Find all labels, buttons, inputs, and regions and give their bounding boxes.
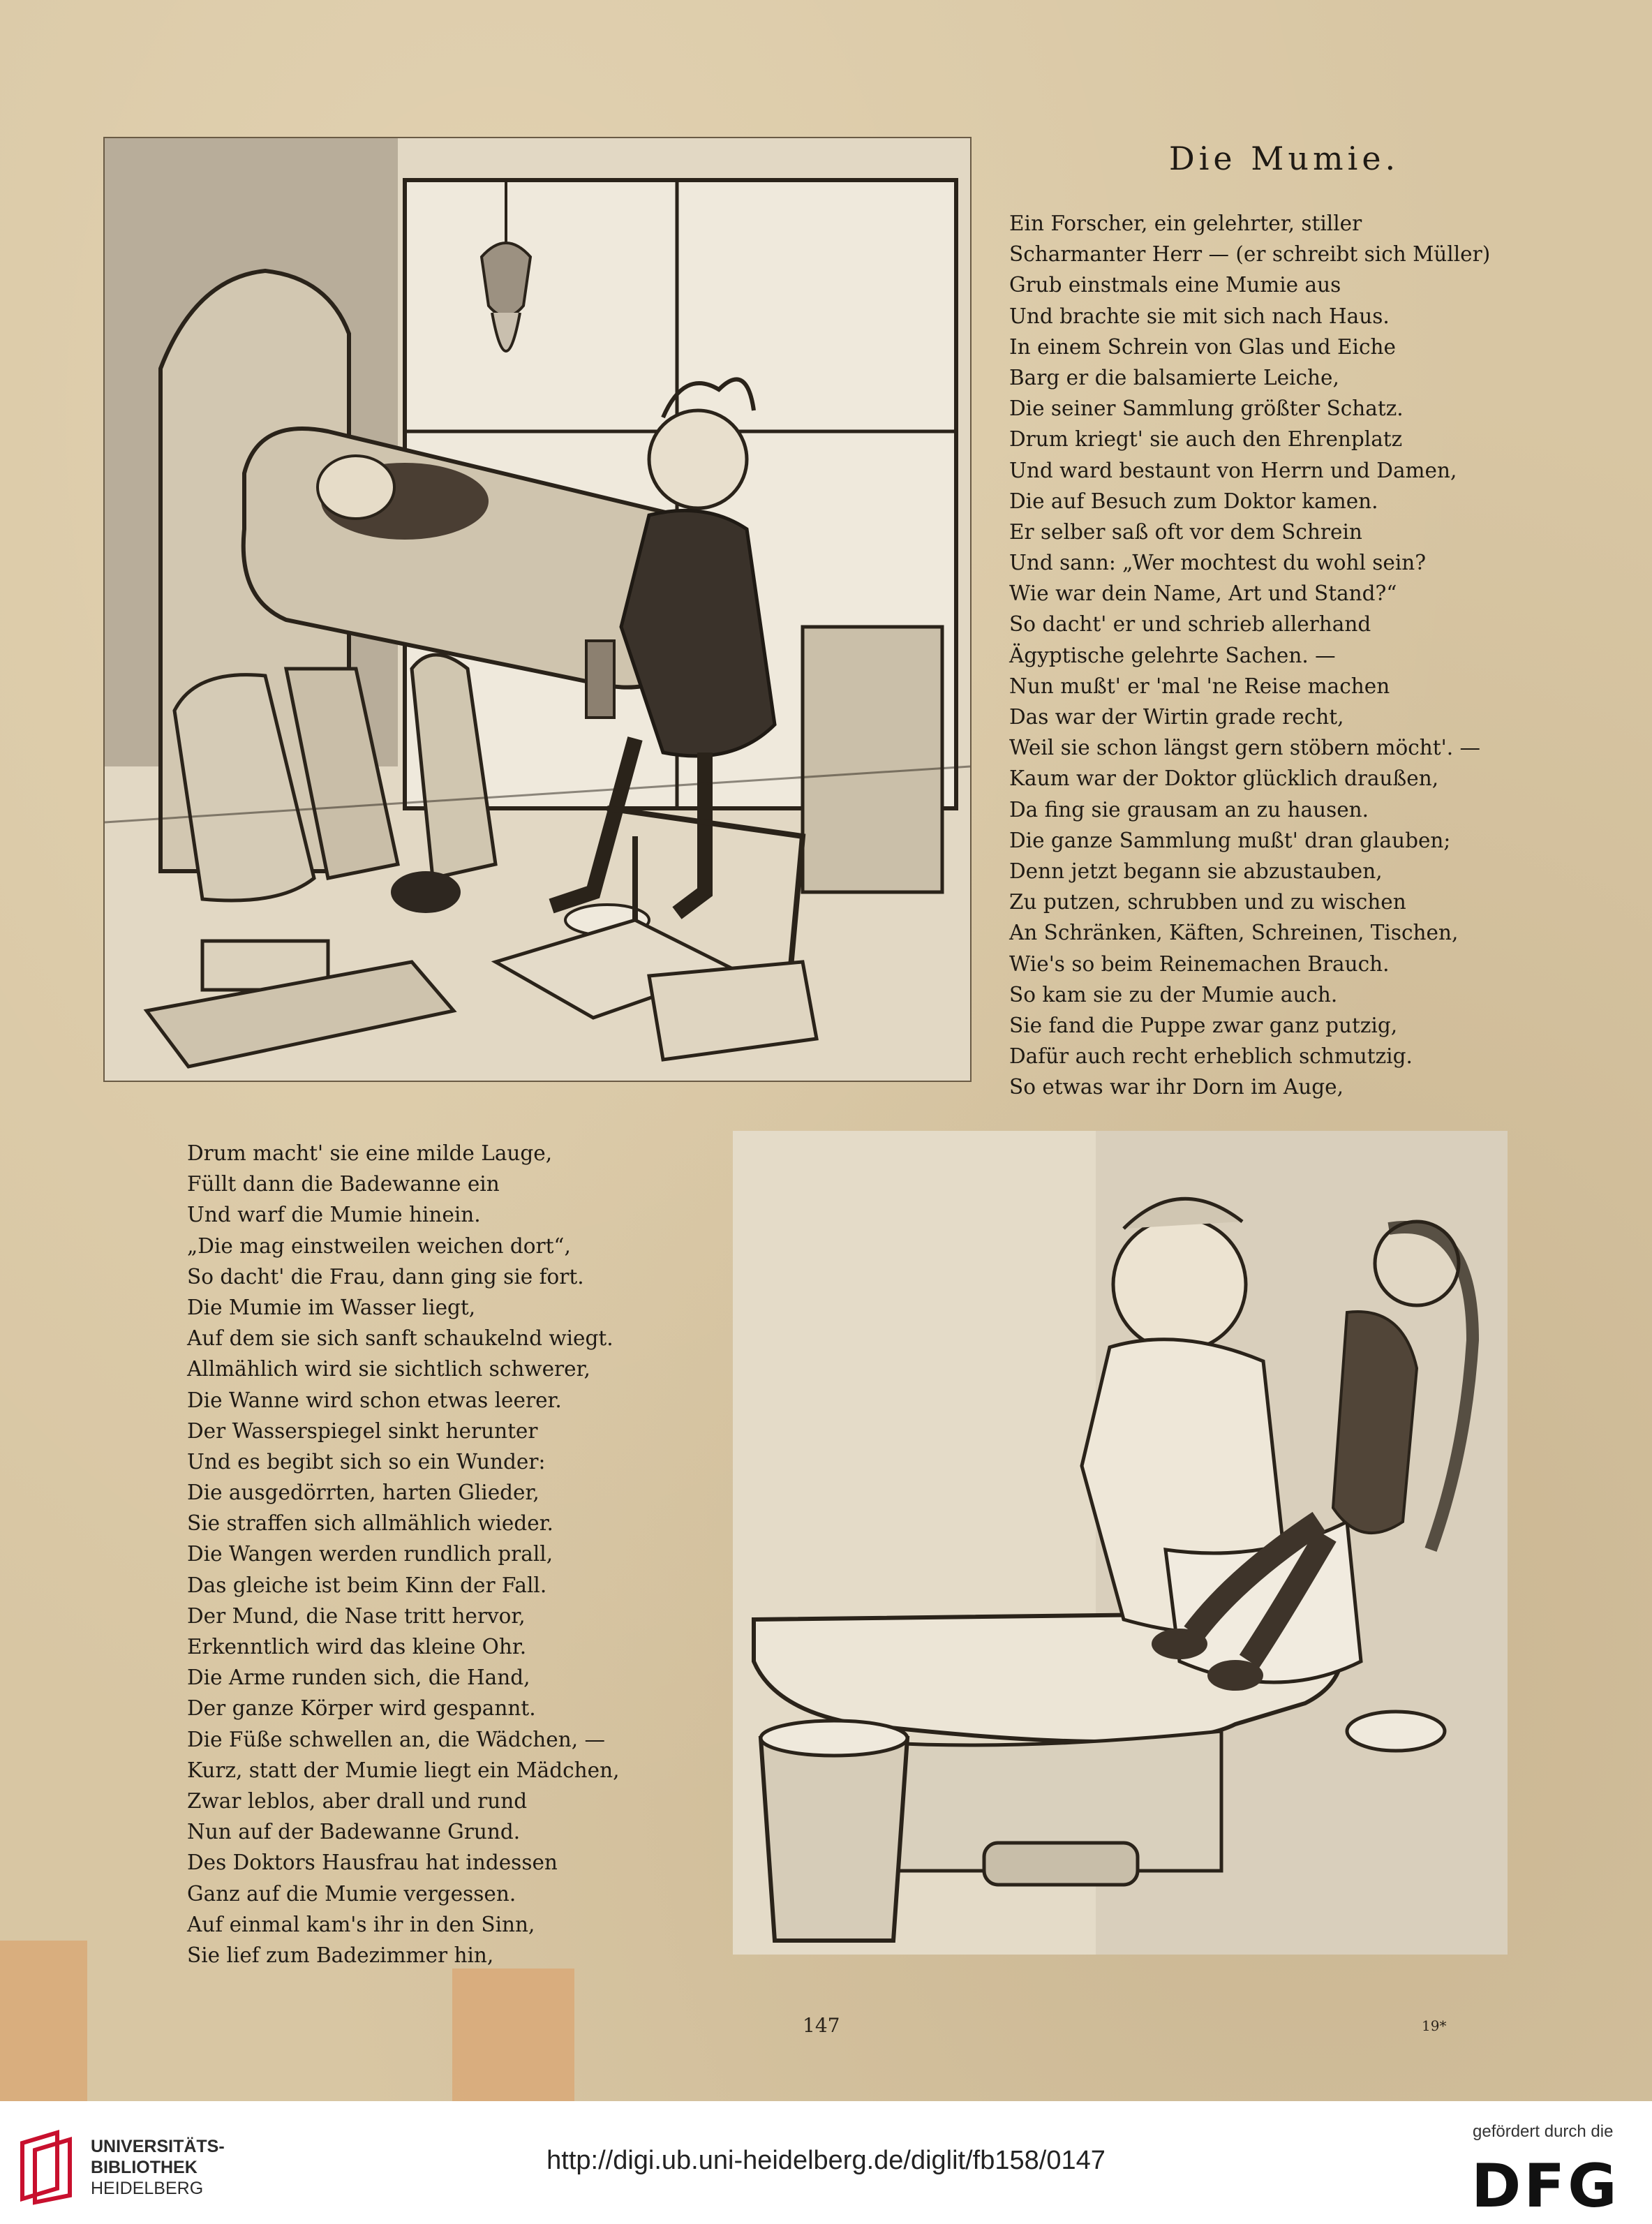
signature-mark: 19*: [1422, 2017, 1447, 2034]
poem-line: An Schränken, Käften, Schreinen, Tischen,: [1009, 921, 1459, 945]
poem-line: Die Arme runden sich, die Hand,: [187, 1666, 530, 1690]
poem-line: So dacht' die Frau, dann ging sie fort.: [187, 1264, 584, 1289]
poem-line: Füllt dann die Badewanne ein: [187, 1172, 500, 1196]
poem-line: Ganz auf die Mumie vergessen.: [187, 1881, 516, 1906]
library-name-line2: BIBLIOTHEK: [91, 2158, 198, 2177]
poem-line: Kurz, statt der Mumie liegt ein Mädchen,: [187, 1758, 620, 1782]
poem-line: Da fing sie grausam an zu hausen.: [1009, 797, 1369, 822]
poem-stanza-top: [1009, 208, 1490, 1102]
poem-line: Und warf die Mumie hinein.: [187, 1203, 481, 1227]
poem-line: Des Doktors Hausfrau hat indessen: [187, 1851, 558, 1875]
poem-line: Dafür auch recht erheblich schmutzig.: [1009, 1044, 1413, 1069]
library-name-line3: HEIDELBERG: [91, 2179, 204, 2198]
tape-remnant-center: [452, 1969, 574, 2101]
page-number: 147: [803, 2014, 840, 2037]
dfg-logo[interactable]: DFG: [1471, 2151, 1620, 2221]
poem-line: Auf einmal kam's ihr in den Sinn,: [187, 1912, 535, 1936]
tape-remnant-left: [0, 1941, 87, 2101]
poem-line: Die ausgedörrten, harten Glieder,: [187, 1481, 539, 1505]
poem-line: Die Wanne wird schon etwas leerer.: [187, 1388, 562, 1412]
funding-label: gefördert durch die: [1473, 2122, 1614, 2141]
poem-line: Drum kriegt' sie auch den Ehrenplatz: [1009, 427, 1403, 452]
illustration-scholar-mummy: [103, 137, 972, 1082]
poem-line: Die Wangen werden rundlich prall,: [187, 1542, 553, 1566]
poem-line: Barg er die balsamierte Leiche,: [1009, 365, 1339, 390]
poem-line: Grub einstmals eine Mumie aus: [1009, 273, 1341, 297]
poem-line: Denn jetzt begann sie abzustauben,: [1009, 859, 1383, 883]
poem-line: Er selber saß oft vor dem Schrein: [1009, 519, 1362, 544]
poem-line: Weil sie schon längst gern stöbern möcht'. —: [1009, 736, 1480, 760]
poem-line: Die ganze Sammlung mußt' dran glauben;: [1009, 828, 1451, 852]
poem-line: Scharmanter Herr — (er schreibt sich Müller): [1009, 242, 1491, 267]
poem-line: Zu putzen, schrubben und zu wischen: [1009, 890, 1406, 914]
poem-line: Ägyptische gelehrte Sachen. —: [1009, 643, 1336, 667]
poem-line: Kaum war der Doktor glücklich draußen,: [1009, 766, 1439, 791]
poem-line: Die seiner Sammlung größter Schatz.: [1009, 396, 1404, 421]
poem-line: So etwas war ihr Dorn im Auge,: [1009, 1075, 1344, 1099]
poem-line: Sie lief zum Badezimmer hin,: [187, 1943, 494, 1967]
poem-line: „Die mag einstweilen weichen dort“,: [187, 1233, 571, 1258]
viewer-footer: [0, 2101, 1652, 2224]
poem-line: So kam sie zu der Mumie auch.: [1009, 982, 1338, 1007]
poem-line: Ein Forscher, ein gelehrter, stiller: [1009, 212, 1362, 235]
poem-line: Nun mußt' er 'mal 'ne Reise machen: [1009, 674, 1390, 698]
poem-line: Und ward bestaunt von Herrn und Damen,: [1009, 458, 1457, 482]
permalink-url[interactable]: http://digi.ub.uni-heidelberg.de/diglit/fb158/0147: [546, 2146, 1106, 2175]
poem-line: Die Füße schwellen an, die Wädchen, —: [187, 1727, 605, 1751]
poem-line: Sie straffen sich allmählich wieder.: [187, 1511, 553, 1536]
poem-line: So dacht' er und schrieb allerhand: [1009, 612, 1371, 637]
poem-line: Erkenntlich wird das kleine Ohr.: [187, 1635, 527, 1659]
poem-line: Die auf Besuch zum Doktor kamen.: [1009, 489, 1378, 513]
poem-line: Und sann: „Wer mochtest du wohl sein?: [1009, 551, 1427, 575]
poem-line: Allmählich wird sie sichtlich schwerer,: [187, 1357, 590, 1381]
poem-line: Drum macht' sie eine milde Lauge,: [187, 1141, 553, 1165]
illustration-housekeeper-bathtub: [733, 1131, 1508, 1955]
poem-line: Der ganze Körper wird gespannt.: [187, 1696, 536, 1721]
poem-line: Wie war dein Name, Art und Stand?“: [1009, 581, 1397, 606]
poem-title: Die Mumie.: [1168, 140, 1400, 177]
poem-line: In einem Schrein von Glas und Eiche: [1009, 334, 1396, 359]
poem-line: Und brachte sie mit sich nach Haus.: [1009, 304, 1390, 328]
poem-stanza-bottom: [187, 1138, 619, 1971]
poem-line: Nun auf der Badewanne Grund.: [187, 1820, 521, 1844]
poem-line: Zwar leblos, aber drall und rund: [187, 1788, 528, 1813]
poem-line: Der Mund, die Nase tritt hervor,: [187, 1603, 526, 1628]
poem-line: Und es begibt sich so ein Wunder:: [187, 1449, 546, 1474]
library-name-line1: UNIVERSITÄTS-: [91, 2137, 225, 2156]
poem-line: Das war der Wirtin grade recht,: [1009, 705, 1344, 729]
poem-line: Die Mumie im Wasser liegt,: [187, 1295, 476, 1319]
poem-line: Sie fand die Puppe zwar ganz putzig,: [1009, 1013, 1398, 1037]
poem-line: Der Wasserspiegel sinkt herunter: [187, 1418, 538, 1443]
poem-line: Das gleiche ist beim Kinn der Fall.: [187, 1573, 547, 1597]
poem-line: Wie's so beim Reinemachen Brauch.: [1009, 951, 1390, 976]
poem-line: Auf dem sie sich sanft schaukelnd wiegt.: [187, 1326, 613, 1351]
